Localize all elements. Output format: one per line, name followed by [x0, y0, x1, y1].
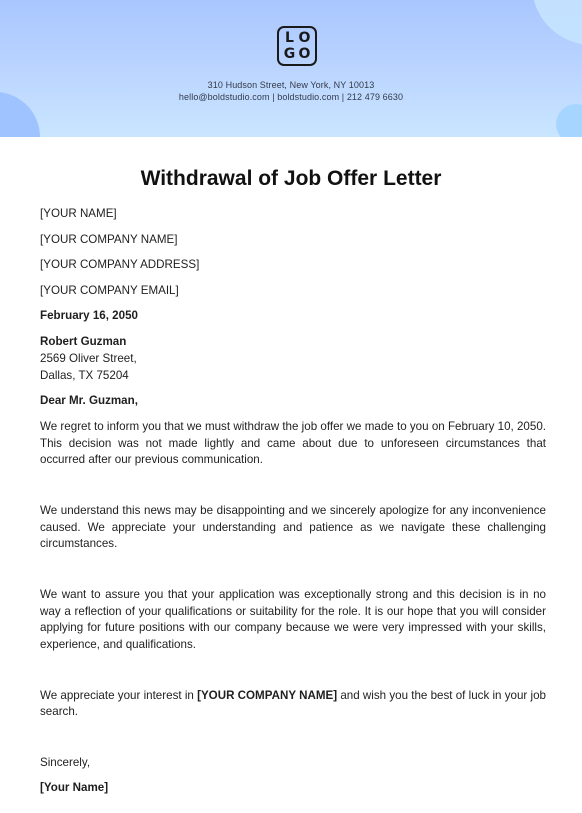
sender-name: [YOUR NAME] [40, 207, 117, 220]
logo-letter: O [298, 46, 311, 62]
company-logo [277, 26, 317, 66]
decorative-circle [532, 0, 582, 45]
letter-title: Withdrawal of Job Offer Letter [140, 167, 442, 190]
logo-letter: G [283, 46, 296, 62]
closing-text: and wish you the best of luck in your job search. [40, 688, 546, 719]
body-paragraph: We regret to inform you that we must withdraw the job offer we made to you on February 10, 2050. This decision was not made lightly and came about due to unforeseen circumstances that occurred after our previous communication. [40, 419, 546, 467]
sender-address: [YOUR COMPANY ADDRESS] [40, 258, 200, 272]
letter-body [40, 206, 546, 797]
signature-name: [Your Name] [40, 781, 109, 795]
recipient-street: 2569 Oliver Street, [40, 351, 137, 365]
decorative-circle [556, 104, 582, 137]
letterhead [0, 0, 582, 137]
salutation: Dear Mr. Guzman, [40, 394, 138, 408]
recipient-name: Robert Guzman [40, 334, 127, 348]
company-name-placeholder: [YOUR COMPANY NAME] [197, 688, 338, 702]
company-address: 310 Hudson Street, New York, NY 10013 [207, 80, 375, 90]
closing-text: We appreciate your interest in [40, 688, 198, 702]
sender-company: [YOUR COMPANY NAME] [40, 232, 178, 246]
signoff: Sincerely, [40, 755, 91, 769]
recipient-city: Dallas, TX 75204 [40, 368, 129, 382]
letter-date: February 16, 2050 [40, 309, 138, 323]
sender-email: [YOUR COMPANY EMAIL] [40, 283, 179, 297]
logo-letter: O [298, 30, 311, 46]
company-contact: hello@boldstudio.com | boldstudio.com | 212 479 6630 [178, 92, 404, 102]
logo-letter: L [285, 30, 294, 46]
closing-paragraph [40, 688, 546, 722]
body-paragraph: We understand this news may be disappointing and we sincerely apologize for any inconvenience caused. We appreciate your understanding and patience as we navigate these challenging circumstances. [40, 503, 546, 551]
body-paragraph: We want to assure you that your application was exceptionally strong and this decision is in no way a reflection of your qualifications or suitability for the role. It is our hope that you will consider applying for future positions with our company because we were very impressed with your skills, experience, and qualifications. [40, 587, 546, 652]
